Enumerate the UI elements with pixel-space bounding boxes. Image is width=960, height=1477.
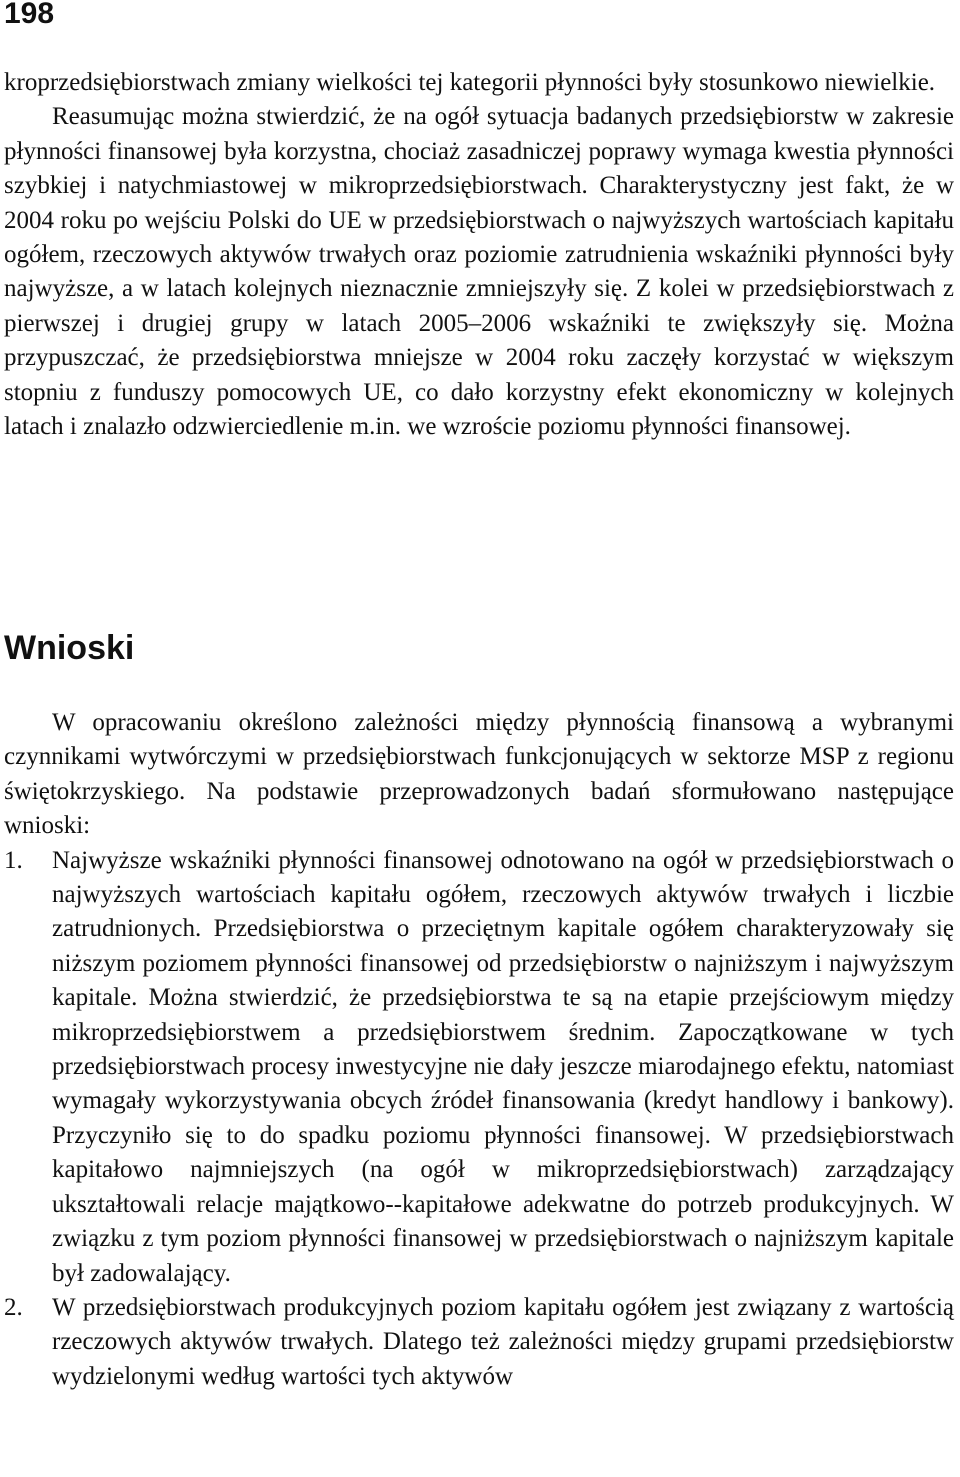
conclusions-intro-paragraph: W opracowaniu określono zależności między płynnością finansową a wybranymi czynnikami wytwórczymi w przedsiębiorstwach funkcjonujących w sektorze MSP z regionu świętokrzyskiego. Na podstawie przeprowadzonych badań sformułowano następujące wnioski: bbox=[4, 709, 954, 840]
conclusions-list bbox=[4, 844, 954, 1395]
list-item bbox=[4, 1291, 954, 1394]
intro-paragraph-1: kroprzedsiębiorstwach zmiany wielkości tej kategorii płynności były stosunkowo niewielkie. bbox=[4, 69, 936, 96]
list-item bbox=[4, 844, 954, 1291]
conclusions-text-block bbox=[4, 706, 954, 1394]
list-item-number: 1. bbox=[4, 846, 23, 874]
list-item-text: Najwyższe wskaźniki płynności finansowej odnotowano na ogół w przedsiębiorstwach o najwyższych wartościach kapitału ogółem, rzeczowych aktywów trwałych i liczbie zatrudnionych. Przedsiębiorstwa o przeciętnym kapitale ogółem charakteryzowały się niższym poziomem płynności finansowej od przedsiębiorstw o najniższym i najwyższym kapitale. Można stwierdzić, że przedsiębiorstwa te są na etapie przejściowym między mikroprzedsiębiorstwem a przedsiębiorstwem średnim. Zapoczątkowane w tych przedsiębiorstwach procesy inwestycyjne nie dały jeszcze miarodajnego efektu, natomiast wymagały wykorzystywania obcych źródeł finansowania (kredyt handlowy i bankowy). Przyczyniło się to do spadku poziomu płynności finansowej. W przedsiębiorstwach kapitałowo najmniejszych (na ogół w mikroprzedsiębiorstwach) zarządzający ukształtowali relacje majątkowo--kapitałowe adekwatne do potrzeb produkcyjnych. W związku z tym poziom płynności finansowej w przedsiębiorstwach o najniższym kapitale był zadowalający. bbox=[52, 846, 954, 1287]
intro-paragraph-2: Reasumując można stwierdzić, że na ogół sytuacja badanych przedsiębiorstw w zakresie płynności finansowej była korzystna, chociaż zasadniczej poprawy wymaga kwestia płynności szybkiej i natychmiastowej w mikroprzedsiębiorstwach. Charakterystyczny jest fakt, że w 2004 roku po wejściu Polski do UE w przedsiębiorstwach o najwyższych wartościach kapitału ogółem, rzeczowych aktywów trwałych oraz poziomie zatrudnienia wskaźniki płynności były najwyższe, a w latach kolejnych nieznacznie zmniejszyły się. Z kolei w przedsiębiorstwach z pierwszej i drugiej grupy w latach 2005–2006 wskaźniki te zwiększyły się. Można przypuszczać, że przedsiębiorstwa mniejsze w 2004 roku zaczęły korzystać w większym stopniu z funduszy pomocowych UE, co dało korzystny efekt ekonomiczny w kolejnych latach i znalazło odzwierciedlenie m.in. we wzroście poziomu płynności finansowej. bbox=[4, 103, 954, 441]
list-item-text: W przedsiębiorstwach produkcyjnych poziom kapitału ogółem jest związany z wartością rzeczowych aktywów trwałych. Dlatego też zależności między grupami przedsiębiorstw wydzielonymi według wartości tych aktywów bbox=[52, 1293, 954, 1390]
intro-text-block bbox=[4, 66, 954, 444]
section-heading: Wnioski bbox=[4, 629, 135, 667]
page-number: 198 bbox=[4, 0, 55, 30]
list-item-number: 2. bbox=[4, 1293, 23, 1321]
